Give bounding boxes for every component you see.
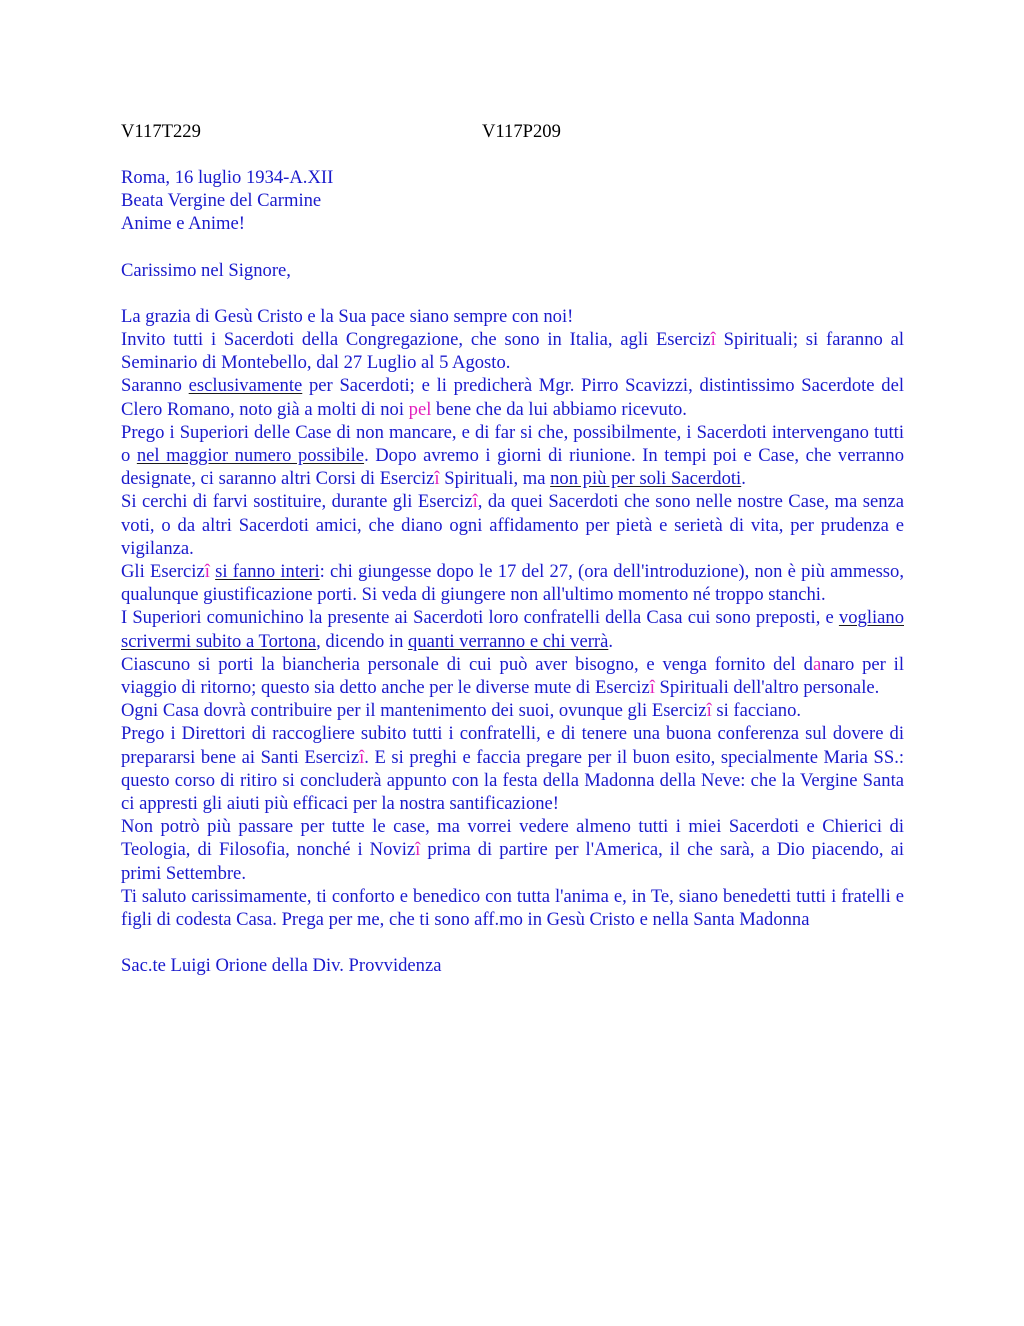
paragraph: I Superiori comunichino la presente ai Sacerdoti loro confratelli della Casa cui sono preposti, e vogliano scrivermi subito a Tortona, dicendo in quanti verranno e chi verrà. [121,607,904,652]
paragraph: Ciascuno si porti la biancheria personale di cui può aver bisogno, e venga fornito del danaro per il viaggio di ritorno; questo sia detto anche per le diverse mute di Esercizî Spirituali dell'altro personale. [121,653,904,699]
accent-mark: î [434,468,440,490]
letter-page [121,120,904,978]
accent-mark: î [415,839,421,861]
accent-mark: î [706,700,712,722]
accent-mark: î [472,491,478,513]
reference-code-left: V117T229 [121,121,201,142]
accent-mark: î [359,746,365,768]
reference-code-right: V117P209 [482,121,561,142]
underlined-phrase: esclusivamente [188,375,303,397]
accent-mark: î [710,329,716,351]
underlined-phrase: vogliano scrivermi subito a Tortona [121,607,904,652]
highlighted-word: pel [408,398,432,420]
signature: Sac.te Luigi Orione della Div. Provvidenza [121,955,442,977]
paragraph: Ti saluto carissimamente, ti conforto e benedico con tutta l'anima e, in Te, siano benedetti tutti i fratelli e figli di codesta Casa. Prega per me, che ti sono aff.mo in Gesù Cristo e nella Santa Madonna [121,885,904,931]
place-date: Roma, 16 luglio 1934-A.XII [121,167,334,188]
paragraph: La grazia di Gesù Cristo e la Sua pace siano sempre con noi! [121,305,574,327]
underlined-phrase: si fanno interi [215,561,320,583]
dateline [121,166,904,236]
paragraph: Non potrò più passare per tutte le case, ma vorrei vedere almeno tutti i miei Sacerdoti e Chierici di Teologia, di Filosofia, nonché i Novizî prima di partire per l'America, il che sarà, a Dio piacendo, ai primi Settembre. [121,816,904,884]
paragraph: Prego i Direttori di raccogliere subito tutti i confratelli, e di tenere una buona conferenza sul dovere di prepararsi bene ai Santi Esercizî. E si preghi e faccia pregare per il buon esito, specialmente Maria SS.: questo corso di ritiro si concluderà appunto con la festa della Madonna della Neve: che la Vergine Santa ci appresti gli aiuti più efficaci per la nostra santificazione! [121,723,905,815]
paragraph: Prego i Superiori delle Case di non mancare, e di far si che, possibilmente, i Sacerdoti intervengano tutti o nel maggior numero possibile. Dopo avremo i giorni di riunione. In tempi poi e Case, che verranno designate, ci saranno altri Corsi di Esercizî Spirituali, ma non più per soli Sacerdoti. [121,421,904,490]
paragraph: Invito tutti i Sacerdoti della Congregazione, che sono in Italia, agli Esercizî Spirituali; si faranno al Seminario di Montebello, dal 27 Luglio al 5 Agosto. [121,329,904,374]
paragraph: Si cerchi di farvi sostituire, durante gli Esercizî, da quei Sacerdoti che sono nelle nostre Case, ma senza voti, o da altri Sacerdoti amici, che diano ogni affidamento per pietà e serietà di vita, per prudenza e vigilanza. [121,491,905,559]
reference-header [121,120,904,143]
underlined-phrase: nel maggior numero possibile [136,445,365,467]
letter-body [121,305,904,931]
motto: Anime e Anime! [121,213,245,235]
highlighted-letter: a [812,653,822,675]
paragraph: Ogni Casa dovrà contribuire per il mantenimento dei suoi, ovunque gli Esercizî si facciano. [121,700,802,722]
feast-day: Beata Vergine del Carmine [121,190,322,212]
salutation: Carissimo nel Signore, [121,259,291,281]
accent-mark: î [649,677,655,699]
paragraph: Gli Esercizî si fanno interi: chi giungesse dopo le 17 del 27, (ora dell'introduzione), non è più ammesso, qualunque giustificazione porti. Si veda di giungere non all'ultimo momento né troppo stanchi. [121,561,904,606]
underlined-phrase: non più per soli Sacerdoti [550,468,742,490]
paragraph: Saranno esclusivamente per Sacerdoti; e li predicherà Mgr. Pirro Scavizzi, distintissimo Sacerdote del Clero Romano, noto già a molti di noi pel bene che da lui abbiamo ricevuto. [121,375,904,420]
accent-mark: î [204,561,210,583]
underlined-phrase: quanti verranno e chi verrà [408,630,609,652]
